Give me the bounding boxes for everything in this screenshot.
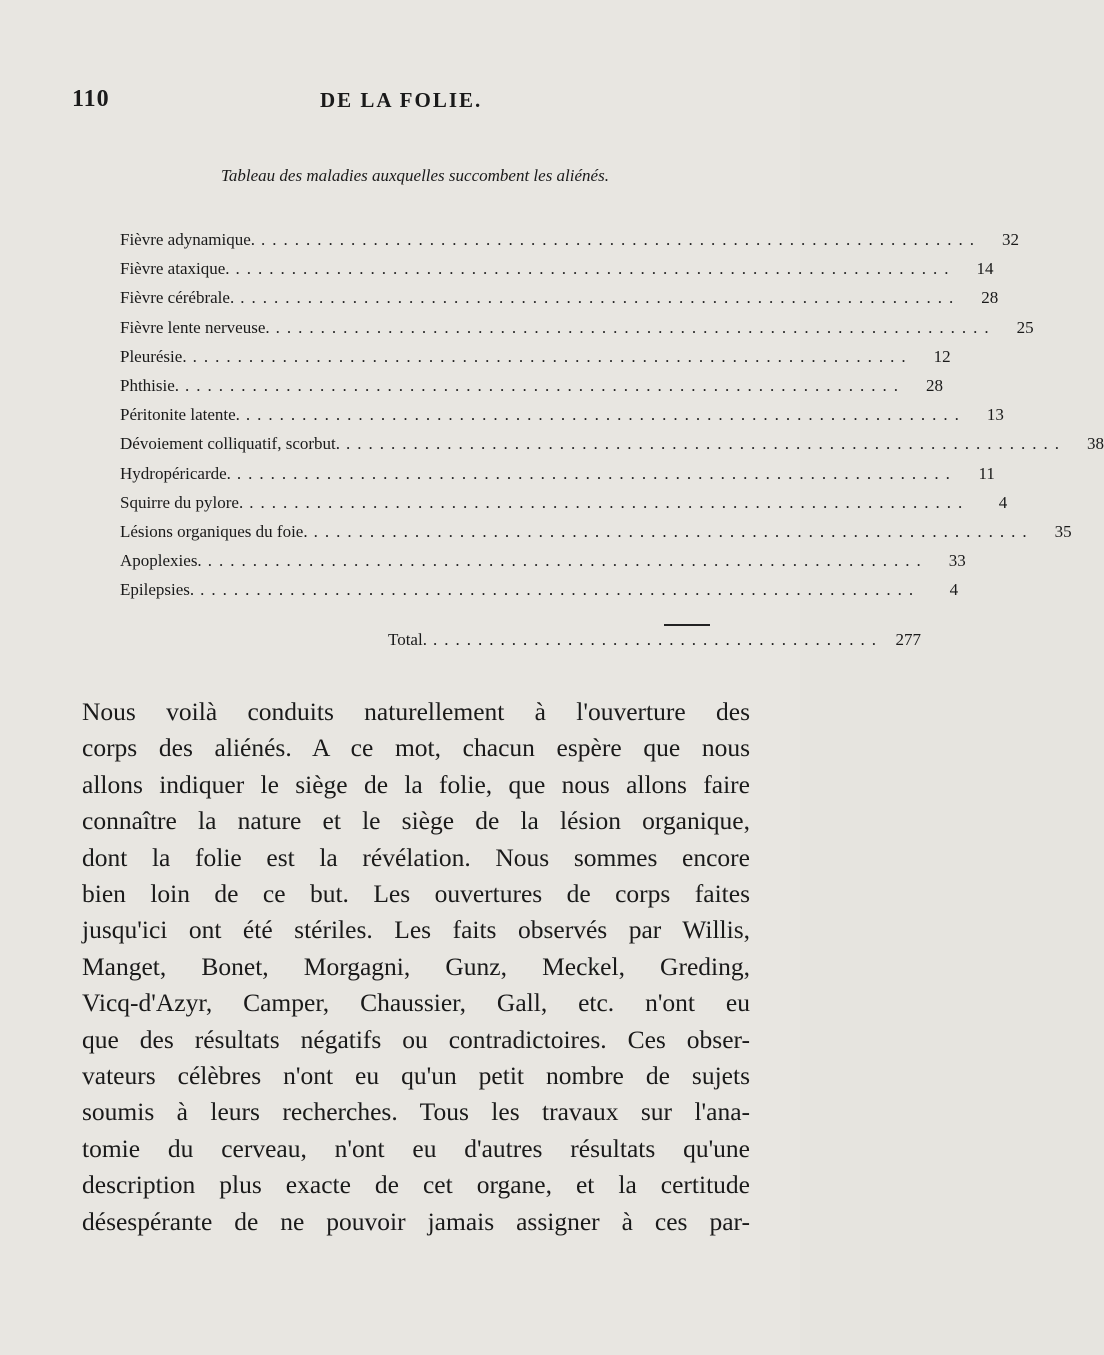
disease-name: Squirre du pylore. — [120, 492, 244, 512]
disease-count: 12 — [933, 346, 951, 366]
total-rule — [664, 624, 710, 626]
total-row — [388, 630, 921, 650]
text-line: Manget, Bonet, Morgagni, Gunz, Meckel, Greding, — [82, 951, 750, 981]
table-row — [120, 521, 1072, 551]
text-line: que des résultats négatifs ou contradictoires. Ces obser- — [82, 1024, 750, 1054]
table-row — [120, 463, 995, 493]
disease-name: Fièvre lente nerveuse. — [120, 317, 270, 337]
page-number: 110 — [72, 86, 110, 112]
table-row — [120, 375, 944, 405]
dot-leader: ................................................................ — [313, 521, 1034, 541]
dot-leader: ................................................................ — [207, 551, 928, 571]
disease-name: Pleurésie. — [120, 346, 187, 366]
dot-leader: ................................................................ — [346, 434, 1066, 454]
text-line: bien loin de ce but. Les ouvertures de corps faites — [82, 879, 750, 909]
page-header — [0, 82, 800, 118]
table-row — [120, 230, 1020, 259]
disease-count: 33 — [948, 551, 966, 571]
dot-leader: ................................................................ — [261, 230, 982, 249]
text-line: connaître la nature et le siège de la lésion organique, — [82, 806, 750, 836]
table-row — [120, 317, 1034, 347]
total-label: Total. — [388, 630, 427, 649]
table-row — [120, 259, 994, 288]
text-line: désespérante de ne pouvoir jamais assigner à ces par- — [82, 1206, 750, 1236]
table-row — [120, 580, 959, 609]
dot-leader: ................................................................ — [235, 259, 956, 279]
disease-count: 28 — [981, 288, 999, 308]
disease-count: 38 — [1087, 434, 1104, 454]
disease-name: Dévoiement colliquatif, scorbut. — [120, 434, 340, 454]
dot-leader: ................................................................ — [236, 463, 957, 483]
disease-name: Péritonite latente. — [120, 405, 240, 425]
disease-count: 32 — [1002, 230, 1020, 249]
text-line: allons indiquer le siège de la folie, que nous allons faire — [82, 769, 750, 799]
disease-name: Apoplexies. — [120, 551, 202, 571]
text-line: dont la folie est la révélation. Nous sommes encore — [82, 842, 750, 872]
text-line: corps des aliénés. A ce mot, chacun espère que nous — [82, 733, 750, 763]
dot-leader: ................................................................ — [192, 346, 913, 366]
text-line: Vicq-d'Azyr, Camper, Chaussier, Gall, etc. n'ont eu — [82, 988, 750, 1018]
table-row — [120, 346, 951, 376]
dot-leader: ................................................................ — [200, 580, 921, 600]
disease-count: 11 — [978, 463, 995, 483]
disease-count: 14 — [976, 259, 994, 279]
table-row — [120, 551, 966, 580]
disease-name: Lésions organiques du foie. — [120, 521, 308, 541]
dot-leader: ................................................................ — [275, 317, 996, 337]
disease-name: Fièvre ataxique. — [120, 259, 230, 279]
running-head: DE LA FOLIE. — [320, 88, 483, 112]
body-paragraph — [82, 694, 750, 1240]
text-line: description plus exacte de cet organe, et la certitude — [82, 1170, 750, 1200]
table-caption: Tableau des maladies auxquelles succombent les aliénés. — [221, 166, 609, 185]
disease-name: Epilepsies. — [120, 580, 195, 600]
disease-name: Fièvre adynamique. — [120, 230, 256, 249]
table-row — [120, 288, 999, 317]
disease-count: 4 — [998, 492, 1008, 512]
disease-count: 4 — [949, 580, 959, 600]
dot-leader: ................................................................ — [245, 405, 966, 425]
disease-count: 13 — [986, 405, 1004, 425]
disease-name: Fièvre cérébrale. — [120, 288, 235, 308]
text-line: vateurs célèbres n'ont eu qu'un petit nombre de sujets — [82, 1061, 750, 1091]
disease-name: Phthisie. — [120, 375, 180, 395]
dot-leader: ................................................................ — [249, 492, 970, 512]
disease-table — [120, 230, 1104, 609]
total-value: 277 — [895, 630, 921, 649]
text-line: jusqu'ici ont été stériles. Les faits observés par Willis, — [82, 915, 750, 945]
text-line: tomie du cerveau, n'ont eu d'autres résultats qu'une — [82, 1133, 750, 1163]
text-line: soumis à leurs recherches. Tous les travaux sur l'ana- — [82, 1097, 750, 1127]
dot-leader: ................................................................ — [185, 375, 906, 395]
table-row — [120, 492, 1008, 522]
dot-leader: ................................................................ — [240, 288, 961, 308]
disease-count: 25 — [1016, 317, 1034, 337]
dot-leader: ........................................ — [432, 630, 883, 649]
disease-name: Hydropéricarde. — [120, 463, 231, 483]
disease-count: 28 — [926, 375, 944, 395]
text-line: Nous voilà conduits naturellement à l'ouverture des — [82, 697, 750, 726]
table-row — [120, 405, 1004, 434]
table-row — [120, 434, 1104, 463]
disease-count: 35 — [1054, 521, 1072, 541]
